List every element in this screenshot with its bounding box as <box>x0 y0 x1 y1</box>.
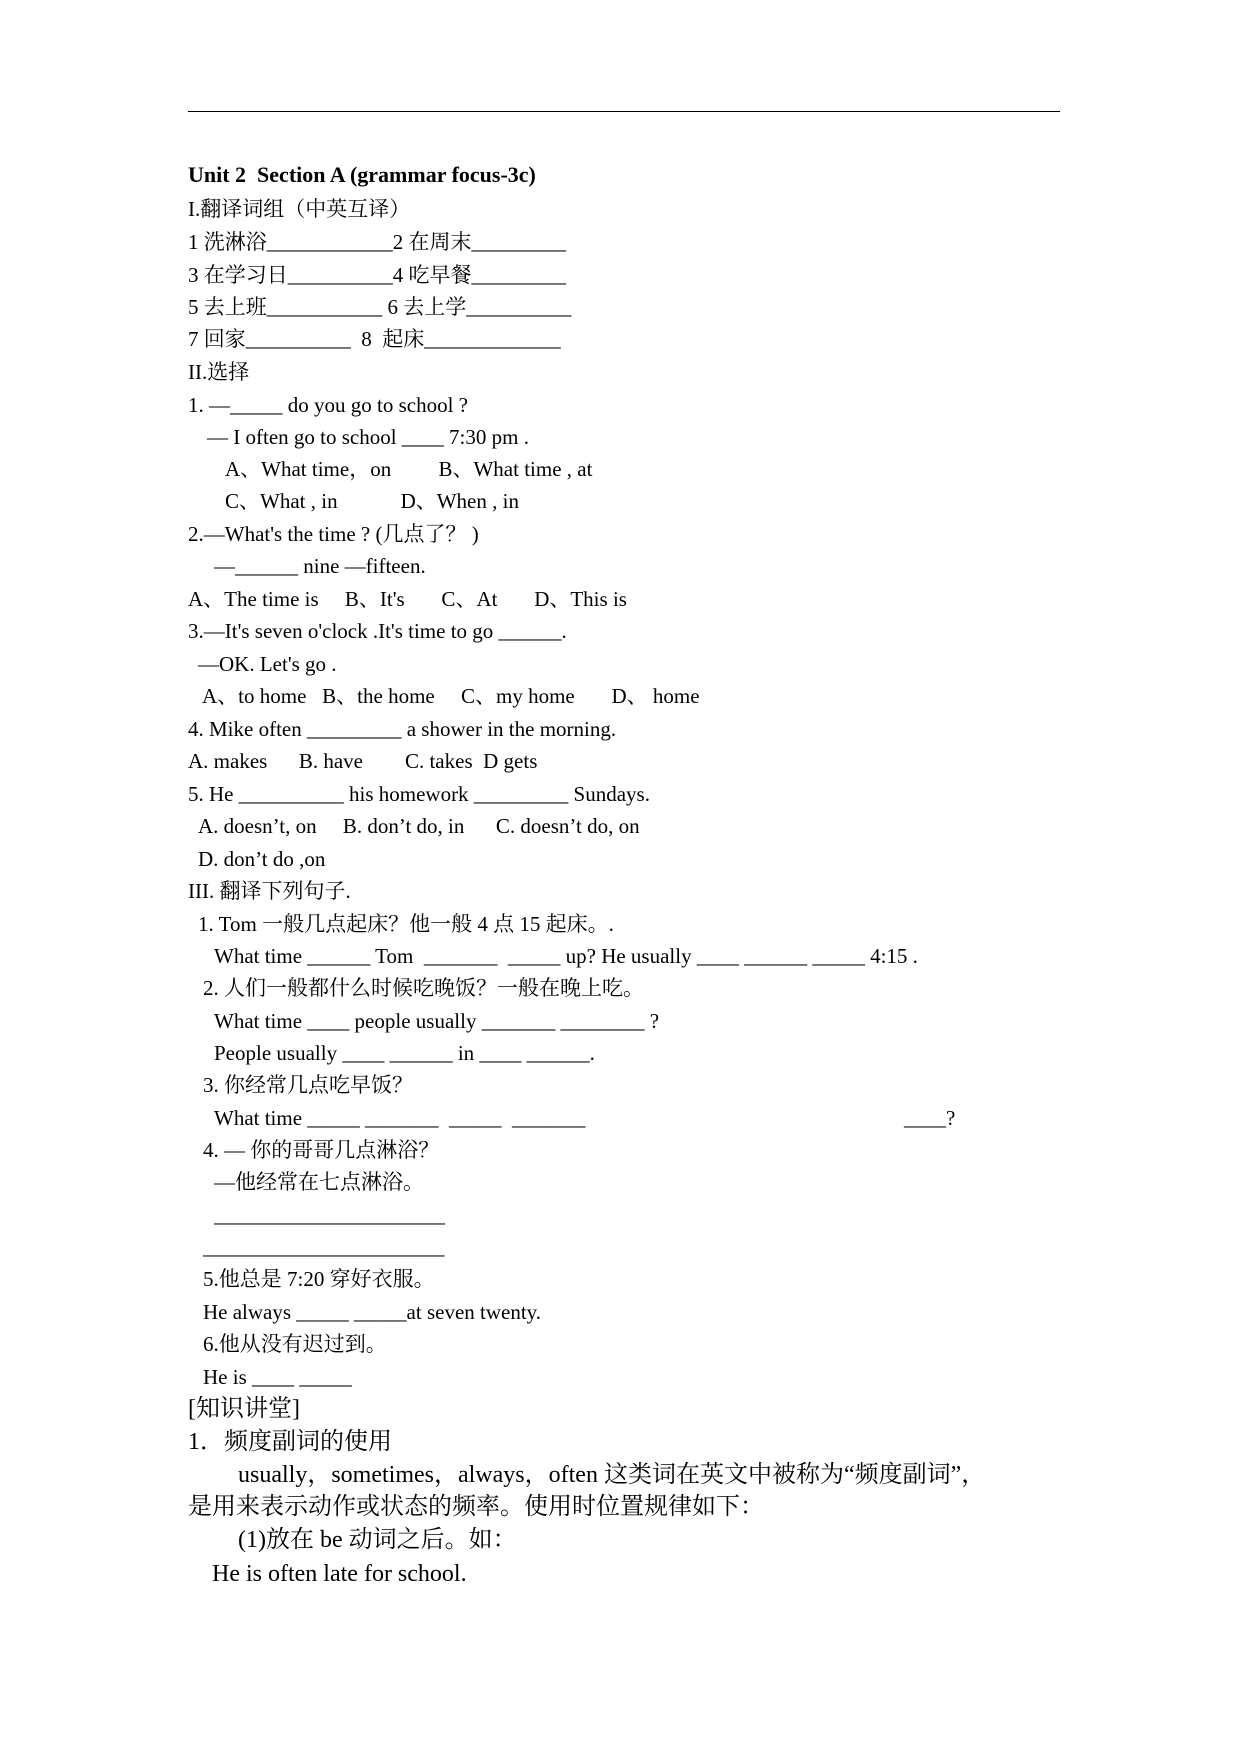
text-line: C、What , in D、When , in <box>225 489 519 513</box>
text-line: 2. 人们一般都什么时候吃晚饭？一般在晚上吃。 <box>203 976 644 1000</box>
subsection-heading: 1．频度副词的使用 <box>188 1429 392 1455</box>
text-line: A、The time is B、It's C、At D、This is <box>188 587 627 611</box>
section-heading: I.翻译词组（中英互译） <box>188 197 411 221</box>
text-line: 5 去上班___________ 6 去上学__________ <box>188 295 572 319</box>
text-line: _______________________ <box>203 1235 445 1259</box>
text-line: He always _____ _____at seven twenty. <box>203 1300 542 1324</box>
paragraph-line: usually，sometimes，always，often 这类词在英文中被称为“频度副词”， <box>238 1462 986 1488</box>
text-line: —OK. Let's go . <box>198 652 337 676</box>
text-line: —______ nine —fifteen. <box>214 554 426 578</box>
text-line: 6.他从没有迟过到。 <box>203 1332 387 1356</box>
header-rule <box>188 111 1060 112</box>
paragraph-line: (1)放在 be 动词之后。如： <box>238 1527 517 1553</box>
text-line: A、to home B、the home C、my home D、 home <box>202 684 700 708</box>
text-line: ____? <box>904 1106 956 1130</box>
section-heading: [知识讲堂] <box>188 1396 300 1422</box>
text-line: A. makes B. have C. takes D gets <box>188 749 538 773</box>
text-line: 5. He __________ his homework _________ Sundays. <box>188 782 650 806</box>
text-line: He is ____ _____ <box>203 1365 352 1389</box>
text-line: 4. — 你的哥哥几点淋浴？ <box>203 1138 440 1162</box>
text-line: A、What time，on B、What time , at <box>225 457 593 481</box>
section-heading: II.选择 <box>188 360 250 384</box>
text-line: 3.—It's seven o'clock .It's time to go ______. <box>188 619 567 643</box>
text-line: 2.—What's the time ? (几点了？ ) <box>188 522 479 546</box>
text-line: 7 回家__________ 8 起床_____________ <box>188 327 561 351</box>
text-line: 1. —_____ do you go to school ? <box>188 393 468 417</box>
text-line: —他经常在七点淋浴。 <box>214 1170 424 1194</box>
text-line: What time ______ Tom _______ _____ up? He usually ____ ______ _____ 4:15 . <box>214 944 918 968</box>
example-sentence: He is often late for school. <box>212 1561 467 1587</box>
text-line: 5.他总是 7:20 穿好衣服。 <box>203 1267 435 1291</box>
text-line: 3 在学习日__________4 吃早餐_________ <box>188 263 566 287</box>
text-line: D. don’t do ,on <box>198 847 326 871</box>
text-line: ______________________ <box>214 1203 445 1227</box>
text-line: 1. Tom 一般几点起床？他一般 4 点 15 起床。. <box>198 912 614 936</box>
text-line: — I often go to school ____ 7:30 pm . <box>207 425 529 449</box>
text-line: What time _____ _______ _____ _______ <box>214 1106 586 1130</box>
text-line: 1 洗淋浴____________2 在周末_________ <box>188 230 566 254</box>
section-heading: III. 翻译下列句子. <box>188 879 351 903</box>
text-line: A. doesn’t, on B. don’t do, in C. doesn’t do, on <box>198 814 640 838</box>
page-title: Unit 2 Section A (grammar focus-3c) <box>188 162 536 187</box>
paragraph-line: 是用来表示动作或状态的频率。使用时位置规律如下： <box>188 1494 764 1520</box>
text-line: 4. Mike often _________ a shower in the morning. <box>188 717 617 741</box>
text-line: People usually ____ ______ in ____ ______. <box>214 1041 595 1065</box>
text-line: What time ____ people usually _______ ________ ? <box>214 1009 660 1033</box>
text-line: 3. 你经常几点吃早饭？ <box>203 1073 413 1097</box>
